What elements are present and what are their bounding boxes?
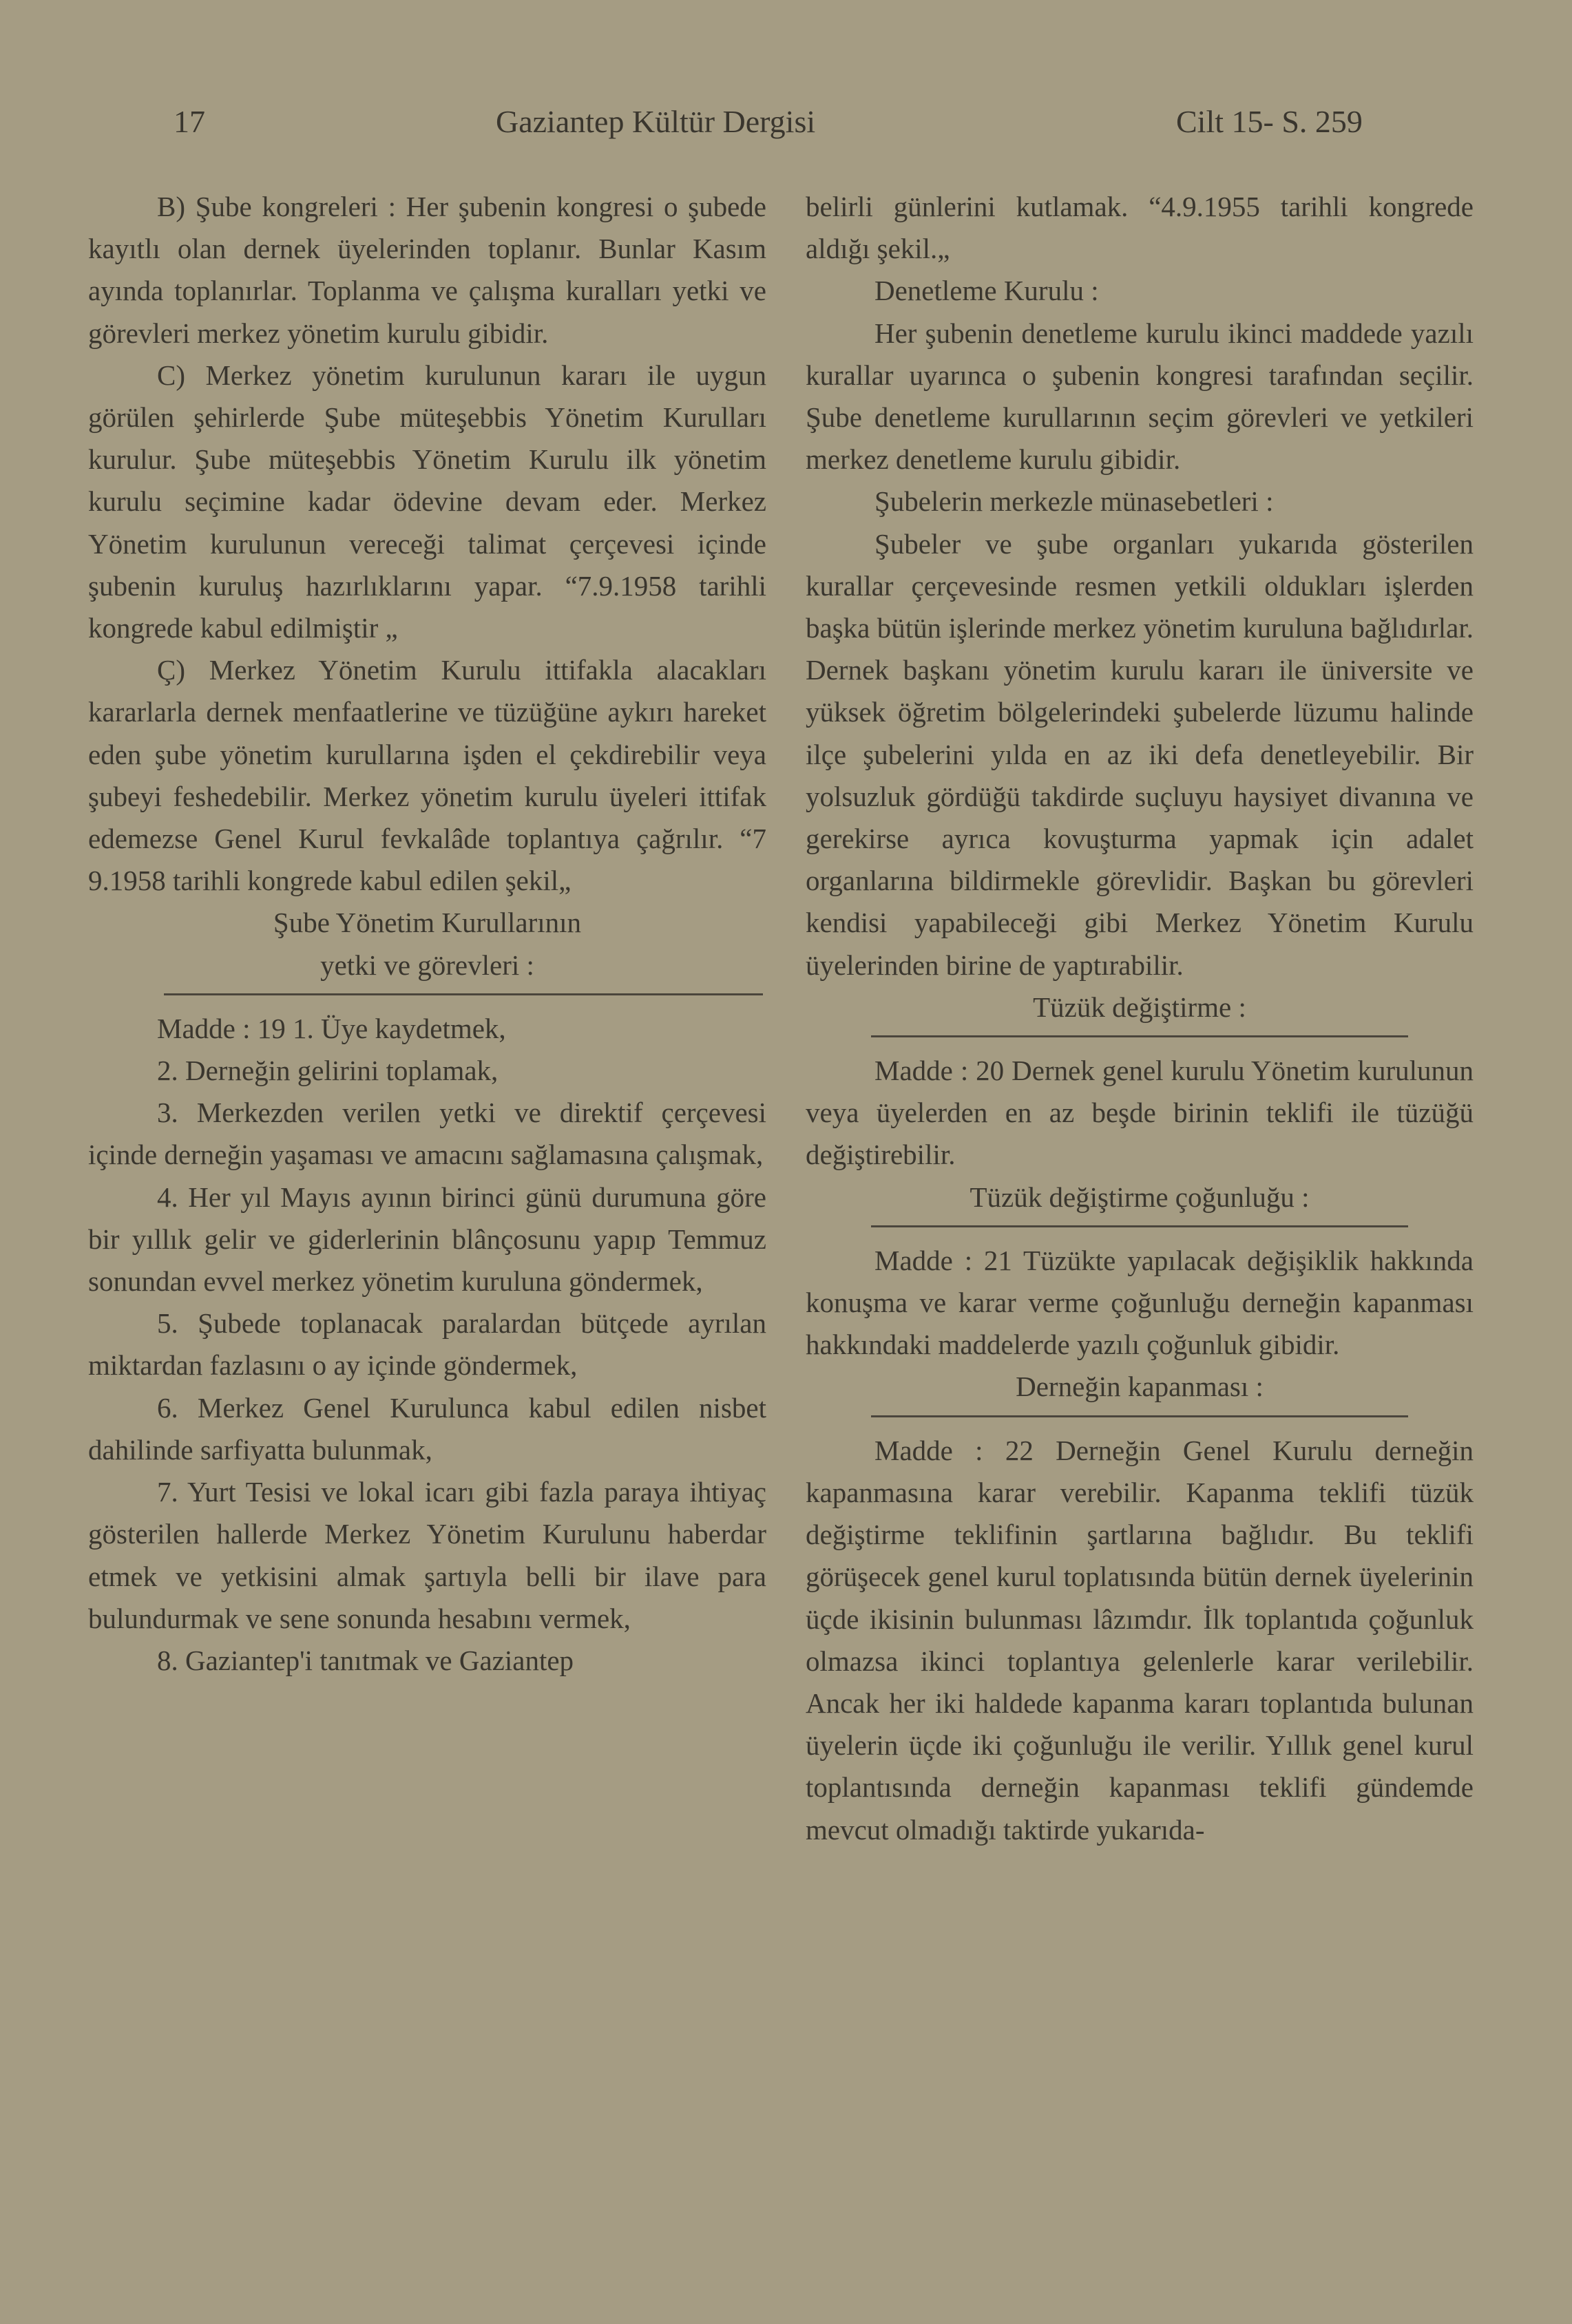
- page-header: [0, 103, 1572, 151]
- paragraph: Her şubenin denetleme kurulu ikinci maddede yazılı kurallar uyarınca o şubenin kongresi tarafından seçilir. Şube denetleme kurullarının seçim görevleri ve yetkileri merkez denetleme kurulu gibidir.: [806, 317, 1474, 476]
- section-heading: Tüzük değiştirme :: [1033, 991, 1246, 1023]
- paragraph: 3. Merkezden verilen yetki ve direktif çerçevesi içinde derneğin yaşaması ve amacını sağlamasına çalışmak,: [88, 1097, 766, 1171]
- paragraph: 5. Şubede toplanacak paralardan bütçede ayrılan miktardan fazlasını o ay içinde göndermek,: [88, 1307, 766, 1382]
- section-divider: [871, 1415, 1408, 1417]
- paragraph: 4. Her yıl Mayıs ayının birinci günü durumuna göre bir yıllık gelir ve giderlerinin blânçosunu yapıp Temmuz sonundan evvel merkez yönetim kuruluna göndermek,: [88, 1181, 766, 1298]
- section-divider: [164, 993, 763, 995]
- paragraph: 7. Yurt Tesisi ve lokal icarı gibi fazla paraya ihtiyaç gösterilen hallerde Merkez Yönetim Kurulunu haberdar etmek ve yetkisini almak şartıyla belli bir ilave para bulundurmak ve sene sonunda hesabını vermek,: [88, 1476, 766, 1634]
- paragraph: Madde : 22 Derneğin Genel Kurulu derneğin kapanmasına karar verebilir. Kapanma teklifi tüzük değiştirme teklifinin şartlarına bağlıdır. Bu teklifi görüşecek genel kurul toplatısında bütün dernek üyelerinin üçde ikisinin bulunması lâzımdır. İlk toplantıda çoğunluk olmazsa ikinci toplantıya gelenlerle karar verilebilir. Ancak her iki haldede kapanma kararı toplantıda bulunan üyelerin üçde iki çoğunluğu ile verilir. Yıllık genel kurul toplantısında derneğin kapanması teklifi gündemde mevcut olmadığı taktirde yukarıda-: [806, 1434, 1474, 1846]
- paragraph: Ç) Merkez Yönetim Kurulu ittifakla alacakları kararlarla dernek menfaatlerine ve tüzüğüne aykırı hareket eden şube yönetim kurullarına işden el çekdirebilir veya şubeyi feshedebilir. Merkez yönetim kurulu üyeleri ittifak edemezse Genel Kurul fevkalâde toplantıya çağrılır. “7 9.1958 tarihli kongrede kabul edilen şekil„: [88, 654, 766, 897]
- paragraph: Madde : 21 Tüzükte yapılacak değişiklik hakkında konuşma ve karar verme çoğunluğu derneğin kapanması hakkındaki maddelerde yazılı çoğunluk gibidir.: [806, 1244, 1474, 1361]
- page-number: 17: [174, 104, 205, 139]
- paragraph: Madde : 19 1. Üye kaydetmek,: [157, 1012, 506, 1044]
- section-heading: Şube Yönetim Kurullarının: [273, 907, 582, 939]
- right-column: [806, 186, 1474, 1851]
- paragraph: Şubeler ve şube organları yukarıda gösterilen kurallar çerçevesinde resmen yetkili oldukları işlerden başka bütün işlerinde merkez yönetim kuruluna bağlıdırlar. Dernek başkanı yönetim kurulu kararı ile üniversite ve yüksek öğretim bölgelerindeki şubelerde lüzumu halinde ilçe şubelerini yılda en az iki defa denetleyebilir. Bir yolsuzluk gördüğü takdirde suçluyu haysiyet divanına ve gerekirse ayrıca kovuşturma yapmak için adalet organlarına bildirmekle görevlidir. Başkan bu görevleri kendisi yapabileceği gibi Merkez Yönetim Kurulu üyelerinden birine de yaptırabilir.: [806, 527, 1474, 981]
- paragraph: belirli günlerini kutlamak. “4.9.1955 tarihli kongrede aldığı şekil.„: [806, 191, 1474, 265]
- paragraph: Denetleme Kurulu :: [874, 275, 1099, 307]
- section-heading: Tüzük değiştirme çoğunluğu :: [970, 1181, 1310, 1213]
- paragraph: Şubelerin merkezle münasebetleri :: [874, 485, 1274, 518]
- section-heading: Derneğin kapanması :: [1016, 1371, 1264, 1403]
- journal-title: Gaziantep Kültür Dergisi: [496, 104, 816, 139]
- left-column: [88, 186, 766, 1682]
- paragraph: B) Şube kongreleri : Her şubenin kongresi o şubede kayıtlı olan dernek üyelerinden toplanır. Bunlar Kasım ayında toplanırlar. Toplanma ve çalışma kuralları yetki ve görevleri merkez yönetim kurulu gibidir.: [88, 191, 766, 349]
- section-heading: yetki ve görevleri :: [320, 949, 534, 981]
- section-divider: [871, 1035, 1408, 1037]
- paragraph: Madde : 20 Dernek genel kurulu Yönetim kurulunun veya üyelerden en az beşde birinin teklifi ile tüzüğü değiştirebilir.: [806, 1055, 1474, 1171]
- section-divider: [871, 1225, 1408, 1227]
- paragraph: 6. Merkez Genel Kurulunca kabul edilen nisbet dahilinde sarfiyatta bulunmak,: [88, 1391, 766, 1466]
- paragraph: 2. Derneğin gelirini toplamak,: [157, 1055, 499, 1087]
- paragraph: C) Merkez yönetim kurulunun kararı ile uygun görülen şehirlerde Şube müteşebbis Yönetim Kurulları kurulur. Şube müteşebbis Yönetim Kurulu ilk yönetim kurulu seçimine kadar ödevine devam eder. Merkez Yönetim kurulunun vereceği talimat çerçevesi içinde şubenin kuruluş hazırlıklarını yapar. “7.9.1958 tarihli kongrede kabul edilmiştir „: [88, 359, 766, 644]
- paragraph: 8. Gaziantep'i tanıtmak ve Gaziantep: [157, 1644, 574, 1676]
- issue-info: Cilt 15- S. 259: [1176, 104, 1363, 139]
